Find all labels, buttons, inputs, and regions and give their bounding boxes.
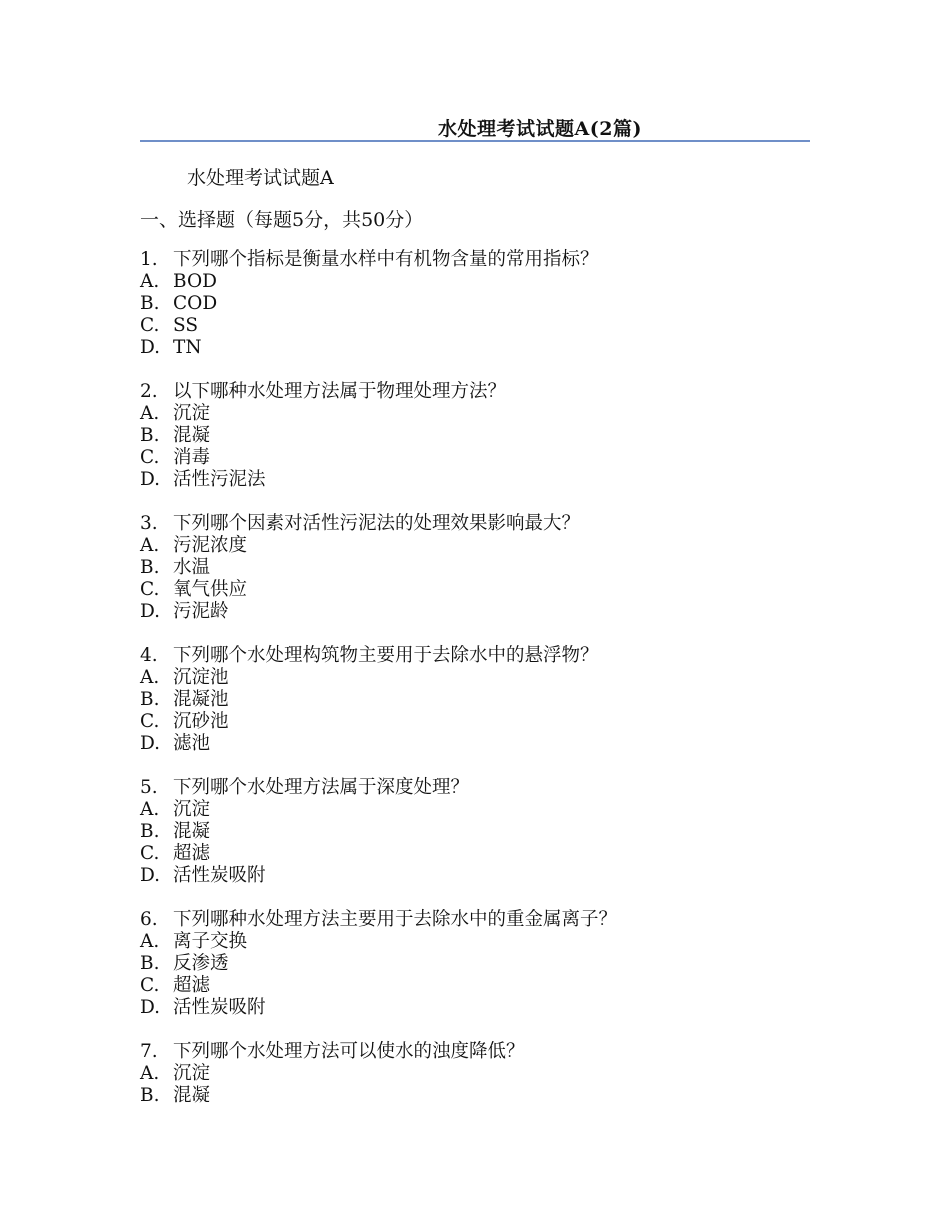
option-letter: B.: [140, 1085, 160, 1106]
question-block: [140, 1041, 810, 1107]
option-letter: C.: [140, 579, 160, 600]
option-letter: A.: [140, 1063, 160, 1084]
option-text: 沉淀: [173, 799, 211, 820]
answer-option: [140, 535, 810, 557]
question-number: 7.: [140, 1041, 158, 1062]
option-letter: D.: [140, 469, 161, 490]
option-text: 混凝池: [173, 689, 229, 710]
question-line: [140, 249, 810, 271]
question-text: 下列哪个水处理构筑物主要用于去除水中的悬浮物？: [173, 645, 599, 666]
option-text: 活性污泥法: [173, 469, 266, 490]
answer-option: [140, 315, 810, 337]
answer-option: [140, 931, 810, 953]
answer-option: [140, 337, 810, 359]
option-letter: A.: [140, 271, 160, 292]
option-letter: A.: [140, 931, 160, 952]
option-text: 混凝: [173, 821, 211, 842]
option-text: 混凝: [173, 1085, 211, 1106]
question-line: [140, 909, 810, 931]
option-letter: D.: [140, 601, 161, 622]
option-text: 滤池: [173, 733, 211, 754]
option-letter: B.: [140, 953, 160, 974]
question-text: 下列哪个水处理方法可以使水的浊度降低？: [173, 1041, 525, 1062]
option-letter: D.: [140, 865, 161, 886]
answer-option: [140, 975, 810, 997]
question-line: [140, 777, 810, 799]
answer-option: [140, 469, 810, 491]
question-list: [140, 249, 810, 1129]
option-letter: C.: [140, 711, 160, 732]
option-text: BOD: [173, 271, 217, 292]
question-number: 4.: [140, 645, 158, 666]
question-block: [140, 381, 810, 491]
option-letter: D.: [140, 733, 161, 754]
option-text: 污泥浓度: [173, 535, 248, 556]
section-heading: 一、选择题（每题5分，共50分）: [140, 209, 424, 231]
option-text: 超滤: [173, 975, 211, 996]
option-text: 混凝: [173, 425, 211, 446]
question-text: 下列哪种水处理方法主要用于去除水中的重金属离子？: [173, 909, 618, 930]
answer-option: [140, 579, 810, 601]
question-number: 5.: [140, 777, 158, 798]
answer-option: [140, 403, 810, 425]
answer-option: [140, 711, 810, 733]
option-text: 沉砂池: [173, 711, 229, 732]
option-text: 沉淀: [173, 1063, 211, 1084]
option-text: 反渗透: [173, 953, 229, 974]
option-letter: C.: [140, 975, 160, 996]
answer-option: [140, 865, 810, 887]
question-block: [140, 513, 810, 623]
page-header: [140, 108, 810, 142]
option-text: 沉淀: [173, 403, 211, 424]
question-line: [140, 381, 810, 403]
option-letter: A.: [140, 535, 160, 556]
question-number: 3.: [140, 513, 158, 534]
answer-option: [140, 821, 810, 843]
answer-option: [140, 733, 810, 755]
answer-option: [140, 1085, 810, 1107]
option-letter: B.: [140, 425, 160, 446]
option-text: SS: [173, 315, 199, 336]
option-letter: B.: [140, 293, 160, 314]
option-letter: A.: [140, 799, 160, 820]
question-line: [140, 1041, 810, 1063]
question-text: 下列哪个指标是衡量水样中有机物含量的常用指标？: [173, 249, 599, 270]
option-text: 水温: [173, 557, 211, 578]
answer-option: [140, 667, 810, 689]
option-letter: B.: [140, 821, 160, 842]
answer-option: [140, 799, 810, 821]
question-text: 以下哪种水处理方法属于物理处理方法？: [173, 381, 507, 402]
option-letter: B.: [140, 557, 160, 578]
option-letter: C.: [140, 843, 160, 864]
option-text: 超滤: [173, 843, 211, 864]
option-text: 污泥龄: [173, 601, 229, 622]
option-text: 消毒: [173, 447, 211, 468]
question-block: [140, 777, 810, 887]
option-letter: C.: [140, 447, 160, 468]
answer-option: [140, 271, 810, 293]
question-number: 1.: [140, 249, 158, 270]
answer-option: [140, 425, 810, 447]
option-text: TN: [173, 337, 202, 358]
answer-option: [140, 997, 810, 1019]
option-letter: D.: [140, 997, 161, 1018]
document-subtitle: 水处理考试试题A: [187, 167, 334, 189]
question-block: [140, 909, 810, 1019]
question-number: 2.: [140, 381, 158, 402]
question-line: [140, 513, 810, 535]
answer-option: [140, 689, 810, 711]
option-letter: A.: [140, 667, 160, 688]
answer-option: [140, 953, 810, 975]
option-text: 沉淀池: [173, 667, 229, 688]
option-text: COD: [173, 293, 218, 314]
answer-option: [140, 843, 810, 865]
question-block: [140, 645, 810, 755]
answer-option: [140, 601, 810, 623]
option-letter: A.: [140, 403, 160, 424]
option-text: 活性炭吸附: [173, 997, 266, 1018]
answer-option: [140, 293, 810, 315]
question-text: 下列哪个水处理方法属于深度处理？: [173, 777, 470, 798]
option-text: 离子交换: [173, 931, 248, 952]
question-number: 6.: [140, 909, 158, 930]
option-letter: C.: [140, 315, 160, 336]
answer-option: [140, 1063, 810, 1085]
answer-option: [140, 447, 810, 469]
question-line: [140, 645, 810, 667]
option-text: 活性炭吸附: [173, 865, 266, 886]
answer-option: [140, 557, 810, 579]
question-text: 下列哪个因素对活性污泥法的处理效果影响最大？: [173, 513, 581, 534]
option-letter: D.: [140, 337, 161, 358]
option-text: 氧气供应: [173, 579, 248, 600]
option-letter: B.: [140, 689, 160, 710]
question-block: [140, 249, 810, 359]
document-title: 水处理考试试题A(2篇): [438, 118, 642, 140]
